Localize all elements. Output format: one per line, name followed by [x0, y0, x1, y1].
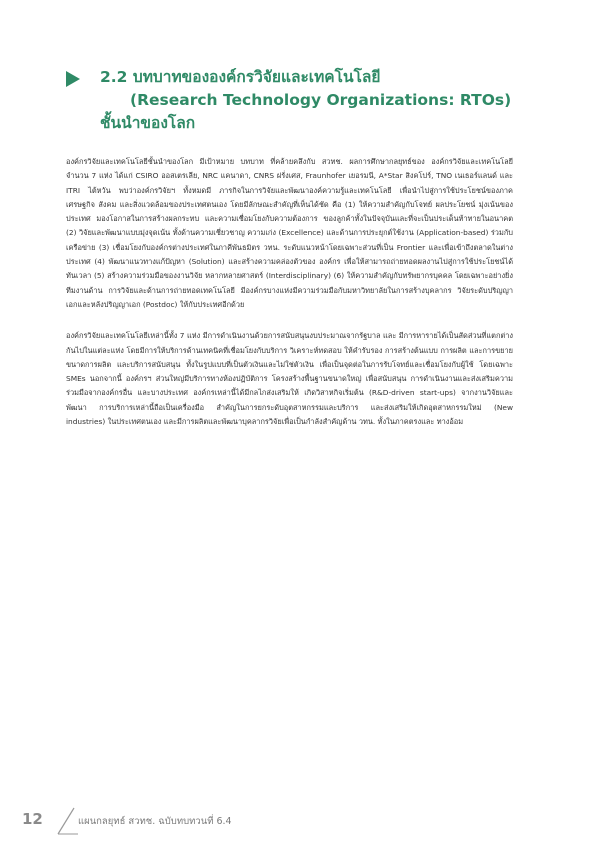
slash-divider-icon [52, 806, 78, 836]
section-title-line-2: (Research Technology Organizations: RTOs) [130, 91, 512, 109]
section-title-line-3: ชั้นนำของโลก [100, 114, 196, 132]
page-footer [22, 806, 322, 836]
body-text [66, 155, 513, 429]
section-title [100, 66, 511, 135]
paragraph-1: องค์กรวิจัยและเทคโนโลยีชั้นนำของโลก มีเป้าหมาย บทบาท ที่คล้ายคลึงกับ สวทช. ผลการศึกษากลยุทธ์ของ องค์กรวิจัยและเทคโนโลยี จำนวน 7 แห่ง ได้แก่ CSIRO ออสเตรเลีย, NRC แคนาดา, CNRS ฝรั่งเศส, Fraunhofer เยอรมนี, A*Star สิงคโปร์, TNO เนเธอร์แลนด์ และ ITRI ไต้หวัน พบว่าองค์กรวิจัยฯ ทั้งหมดมี ภารกิจในการวิจัยและพัฒนาองค์ความรู้และเทคโนโลยี เพื่อนำไปสู่การใช้ประโยชน์ของภาคเศรษฐกิจ สังคม และสิ่งแวดล้อมของประเทศตนเอง โดยมีลักษณะสำคัญที่เห็นได้ชัด คือ (1) ให้ความสำคัญกับโจทย์ ผลประโยชน์ มุ่งเน้นของประเทศ มองโอกาสในการสร้างผลกระทบ และความเชื่อมโยงกับความต้องการ ของลูกค้าทั้งในปัจจุบันและที่จะเป็นประเด็นท้าทายในอนาคต (2) วิจัยและพัฒนาแบบมุ่งจุดเน้น ทั้งด้านความเชี่ยวชาญ ความเก่ง (Excellence) และด้านการประยุกต์ใช้งาน (Application-based) ร่วมกับ เครือข่าย (3) เชื่อมโยงกับองค์กรต่างประเทศในภาคีพันธมิตร วทน. ระดับแนวหน้าโดยเฉพาะส่วนที่เป็น Frontier และเพื่อเข้าถึงตลาดในต่างประเทศ (4) พัฒนาแนวทางแก้ปัญหา (Solution) และสร้างความคล่องตัวของ องค์กร เพื่อให้สามารถถ่ายทอดผลงานไปสู่การใช้ประโยชน์ได้ทันเวลา (5) สร้างความร่วมมือของงานวิจัย หลากหลายศาสตร์ (Interdisciplinary) (6) ให้ความสำคัญกับทรัพยากรบุคคล โดยเฉพาะอย่างยิ่งทีมงานด้าน การวิจัยและด้านการถ่ายทอดเทคโนโลยี มีองค์กรบางแห่งมีความร่วมมือกับมหาวิทยาลัยในการสร้างบุคลากร วิจัยระดับปริญญาเอกและหลังปริญญาเอก (Postdoc) ให้กับประเทศอีกด้วย [66, 157, 513, 309]
play-arrow-icon [66, 71, 80, 87]
section-title-line-1: 2.2 บทบาทขององค์กรวิจัยและเทคโนโลยี [100, 68, 381, 86]
paragraph-2: องค์กรวิจัยและเทคโนโลยีเหล่านี้ทั้ง 7 แห่ง มีการดำเนินงานด้วยการสนับสนุนงบประมาณจากรัฐบาล และ มีการหารายได้เป็นสัดส่วนที่แตกต่างกันไปในแต่ละแห่ง โดยมีการให้บริการด้านเทคนิคที่เชื่อมโยงกับบริการ วิเคราะห์ทดสอบ ให้คำรับรอง การสร้างต้นแบบ การผลิต และการขยายขนาดการผลิต และบริการสนับสนุน ทั้งในรูปแบบที่เป็นตัวเงินและไม่ใช่ตัวเงิน เพื่อเป็นจุดต่อในการรับโจทย์และเชื่อมโยงกับผู้ใช้ โดยเฉพาะ SMEs นอกจากนี้ องค์กรฯ ส่วนใหญ่มีบริการทางห้องปฏิบัติการ โครงสร้างพื้นฐานขนาดใหญ่ เพื่อสนับสนุน การดำเนินงานและส่งเสริมความร่วมมือจากองค์กรอื่น และบางประเทศ องค์กรเหล่านี้ได้มีกลไกส่งเสริมให้ เกิดวิสาหกิจเริ่มต้น (R&D-driven start-ups) จากงานวิจัยและพัฒนา การบริการเหล่านี้ถือเป็นเครื่องมือ สำคัญในการยกระดับอุตสาหกรรมและบริการ และส่งเสริมให้เกิดอุตสาหกรรมใหม่ (New industries) ในประเทศตนเอง และมีการผลิตและพัฒนาบุคลากรวิจัยเพื่อเป็นกำลังสำคัญด้าน วทน. ทั้งในภาคตรงและ ทางอ้อม [66, 331, 513, 427]
footer-document-title: แผนกลยุทธ์ สวทช. ฉบับทบทวนที่ 6.4 [78, 816, 232, 827]
page-number: 12 [22, 810, 43, 828]
